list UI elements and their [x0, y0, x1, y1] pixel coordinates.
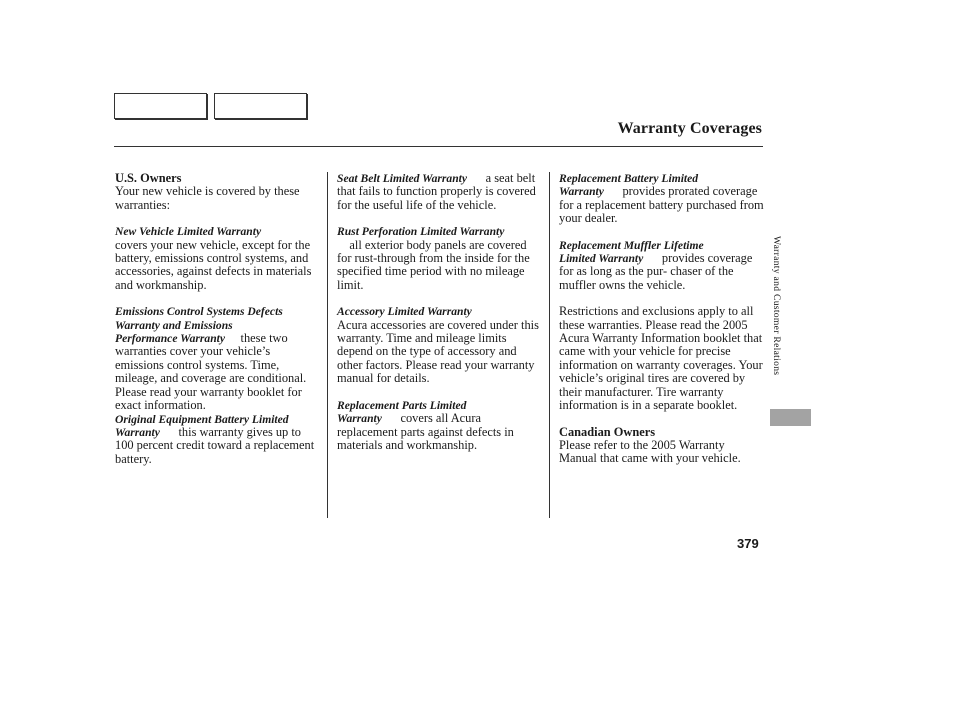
- seat-belt-warranty: [337, 172, 542, 212]
- column-1: [115, 172, 320, 466]
- header-box-left: [114, 93, 207, 119]
- replacement-battery-warranty: [559, 172, 765, 226]
- battery-warranty: [115, 413, 320, 467]
- restrictions-paragraph: Restrictions and exclusions apply to all these warranties. Please read the 2005 Acura Warranty Information booklet that came with your vehicle for precise information on warranty coverages. Your vehicle’s original tires are covered by their manufacturer. Tire warranty information is in a separate booklet.: [559, 304, 763, 413]
- replacement-parts-title-2: Warranty: [337, 412, 382, 426]
- emissions-warranty-title-1: Emissions Control Systems Defects: [115, 305, 283, 319]
- replacement-parts-title-1: Replacement Parts Limited: [337, 398, 467, 412]
- seat-belt-warranty-title: Seat Belt Limited Warranty: [337, 172, 468, 185]
- battery-warranty-body: this warranty gives up to 100 percent credit toward a replacement battery.: [115, 424, 315, 466]
- accessory-warranty-title: Accessory Limited Warranty: [337, 305, 472, 319]
- canadian-owners-body: Please refer to the 2005 Warranty Manual that came with your vehicle.: [559, 437, 741, 466]
- accessory-warranty-body: Acura accessories are covered under this warranty. Time and mileage limits depend on the type of accessory and other factors. Please read your warranty manual for details.: [337, 317, 539, 386]
- rust-warranty-title: Rust Perforation Limited Warranty: [337, 225, 505, 239]
- emissions-warranty-title-2: Warranty and Emissions: [115, 318, 233, 332]
- muffler-warranty: [559, 239, 765, 293]
- replacement-battery-title-2: Warranty: [559, 185, 604, 199]
- column-divider-2: [549, 172, 550, 518]
- emissions-warranty-title-3: Performance Warranty: [115, 332, 226, 346]
- new-vehicle-warranty: [115, 225, 320, 292]
- new-vehicle-warranty-body: covers your new vehicle, except for the battery, emissions control systems, and accessories, against defects in materials and workmanship.: [115, 237, 312, 292]
- replacement-battery-body: provides prorated coverage for a replacement battery purchased from your dealer.: [559, 184, 764, 226]
- muffler-warranty-title-1: Replacement Muffler Lifetime: [559, 238, 704, 252]
- title-rule: [114, 146, 763, 147]
- muffler-warranty-body: provides coverage for as long as the pur- chaser of the muffler owns the vehicle.: [559, 251, 753, 292]
- replacement-parts-body: covers all Acura replacement parts against defects in materials and workmanship.: [337, 411, 514, 452]
- battery-warranty-title-1: Original Equipment Battery Limited: [115, 412, 289, 426]
- column-divider-1: [327, 172, 328, 518]
- column-3: [559, 172, 765, 466]
- emissions-warranty-body: these two warranties cover your vehicle’s emissions control systems. Time, mileage, and coverage are conditional. Please read your warranty booklet for exact information.: [115, 331, 307, 413]
- accessory-warranty: [337, 305, 542, 385]
- section-tab-marker: [770, 409, 811, 426]
- canadian-owners-heading: Canadian Owners: [559, 424, 656, 439]
- us-owners-heading: U.S. Owners: [115, 171, 182, 185]
- battery-warranty-title-2: Warranty: [115, 425, 160, 439]
- us-owners-intro: Your new vehicle is covered by these warranties:: [115, 184, 300, 212]
- seat-belt-warranty-body: a seat belt that fails to function properly is covered for the useful life of the vehicle.: [337, 171, 536, 212]
- emissions-warranty: [115, 305, 320, 412]
- rust-warranty-body: all exterior body panels are covered for rust-through from the inside for the specified time period with no mileage limit.: [337, 237, 530, 292]
- header-box-right: [214, 93, 307, 119]
- muffler-warranty-title-2: Limited Warranty: [559, 252, 644, 266]
- rust-warranty: [337, 225, 542, 292]
- replacement-parts-warranty: [337, 399, 542, 453]
- column-2: [337, 172, 542, 452]
- replacement-battery-title-1: Replacement Battery Limited: [559, 172, 699, 185]
- new-vehicle-warranty-title: New Vehicle Limited Warranty: [115, 225, 262, 239]
- section-side-label: Warranty and Customer Relations: [771, 236, 782, 376]
- page-title: Warranty Coverages: [617, 120, 762, 137]
- page-number: 379: [737, 536, 759, 551]
